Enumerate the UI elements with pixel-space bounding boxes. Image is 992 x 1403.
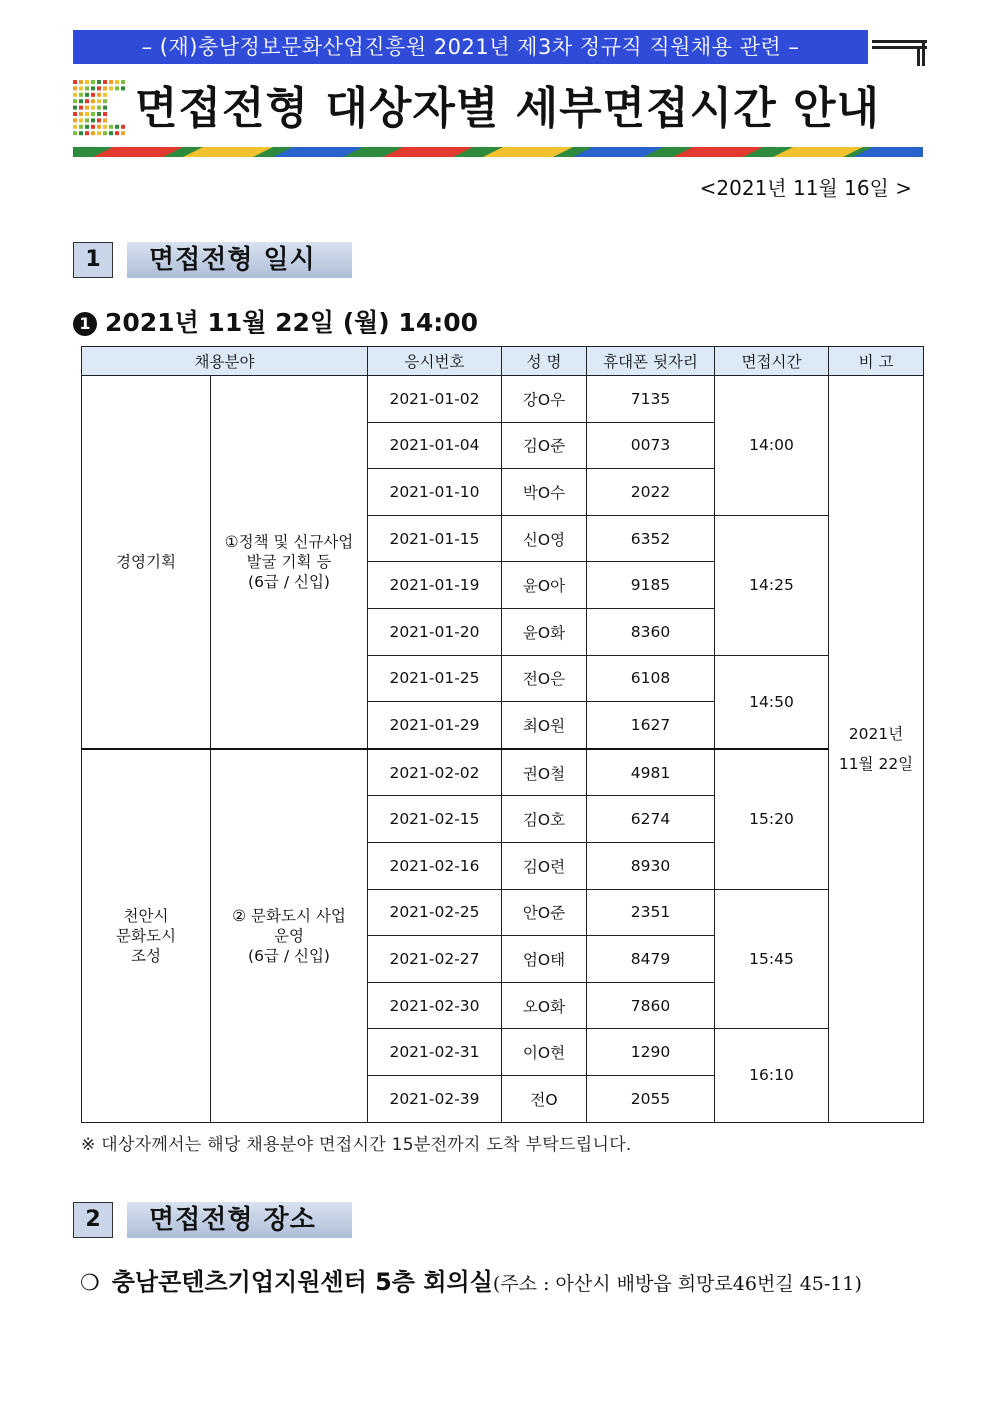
position-line: (6급 / 신입): [248, 946, 330, 965]
section-number: 2: [73, 1202, 113, 1238]
name-cell: 최O원: [502, 702, 587, 749]
remark-line: 2021년: [848, 724, 904, 743]
interview-time-cell: 14:25: [715, 515, 829, 655]
position-line: ② 문화도시 사업: [232, 906, 346, 925]
name-cell: 이O현: [502, 1029, 587, 1076]
position-cell: [211, 376, 368, 749]
phone-cell: 8479: [587, 936, 715, 983]
phone-cell: 2055: [587, 1075, 715, 1122]
col-header-remark: 비 고: [829, 347, 924, 376]
name-cell: 엄O태: [502, 936, 587, 983]
position-line: ①정책 및 신규사업: [224, 532, 354, 551]
numbered-bullet-icon: 1: [73, 312, 97, 336]
applicant-number-cell: 2021-01-29: [368, 702, 502, 749]
applicant-number-cell: 2021-01-04: [368, 422, 502, 469]
name-cell: 박O수: [502, 469, 587, 516]
phone-cell: 0073: [587, 422, 715, 469]
interview-time-cell: 15:20: [715, 749, 829, 889]
interview-time-cell: 14:50: [715, 655, 829, 749]
name-cell: 안O준: [502, 889, 587, 936]
name-cell: 김O준: [502, 422, 587, 469]
title-underline-decoration: [73, 147, 923, 157]
field-line: 조성: [131, 946, 161, 965]
name-cell: 전O: [502, 1075, 587, 1122]
name-cell: 신O영: [502, 515, 587, 562]
name-cell: 윤O화: [502, 608, 587, 655]
interview-datetime-text: 2021년 11월 22일 (월) 14:00: [105, 308, 479, 337]
applicant-number-cell: 2021-01-20: [368, 608, 502, 655]
col-header-name: 성 명: [502, 347, 587, 376]
remark-cell: [829, 376, 924, 1123]
name-cell: 김O호: [502, 796, 587, 843]
phone-cell: 6108: [587, 655, 715, 702]
applicant-number-cell: 2021-01-15: [368, 515, 502, 562]
field-cell: [82, 376, 211, 749]
field-line: 문화도시: [116, 926, 176, 945]
table-row: [82, 749, 924, 796]
applicant-number-cell: 2021-02-25: [368, 889, 502, 936]
title-row: [73, 80, 923, 142]
name-cell: 윤O아: [502, 562, 587, 609]
field-line: 경영기획: [116, 552, 176, 571]
phone-cell: 2022: [587, 469, 715, 516]
col-header-field: 채용분야: [82, 347, 368, 376]
interview-datetime: [73, 303, 478, 339]
interview-location: [80, 1262, 862, 1297]
arrival-note: ※ 대상자께서는 해당 채용분야 면접시간 15분전까지 도착 부탁드립니다.: [81, 1135, 632, 1155]
phone-cell: 7860: [587, 982, 715, 1029]
applicant-number-cell: 2021-02-31: [368, 1029, 502, 1076]
phone-cell: 4981: [587, 749, 715, 796]
position-line: (6급 / 신입): [248, 572, 330, 591]
header-banner: – (재)충남정보문화산업진흥원 2021년 제3차 정규직 직원채용 관련 –: [73, 30, 868, 64]
phone-cell: 1627: [587, 702, 715, 749]
remark-line: 11월 22일: [838, 754, 914, 773]
location-name: 충남콘텐츠기업지원센터 5층 회의실: [111, 1268, 493, 1296]
page-title: 면접전형 대상자별 세부면접시간 안내: [135, 83, 881, 134]
position-line: 운영: [274, 926, 304, 945]
position-line: 발굴 기획 등: [246, 552, 332, 571]
phone-cell: 7135: [587, 376, 715, 423]
applicant-number-cell: 2021-01-10: [368, 469, 502, 516]
phone-cell: 6352: [587, 515, 715, 562]
name-cell: 강O우: [502, 376, 587, 423]
col-header-applicant-number: 응시번호: [368, 347, 502, 376]
applicant-number-cell: 2021-02-15: [368, 796, 502, 843]
section-number: 1: [73, 242, 113, 278]
name-cell: 권O철: [502, 749, 587, 796]
circle-bullet-icon: ❍: [80, 1271, 100, 1296]
applicant-number-cell: 2021-02-27: [368, 936, 502, 983]
name-cell: 김O련: [502, 842, 587, 889]
applicant-number-cell: 2021-02-16: [368, 842, 502, 889]
phone-cell: 2351: [587, 889, 715, 936]
table-header-row: [82, 347, 924, 376]
section-label: 면접전형 장소: [127, 1202, 352, 1238]
phone-cell: 1290: [587, 1029, 715, 1076]
table-row: [82, 376, 924, 423]
position-cell: [211, 749, 368, 1122]
phone-cell: 9185: [587, 562, 715, 609]
name-cell: 오O화: [502, 982, 587, 1029]
phone-cell: 8360: [587, 608, 715, 655]
phone-cell: 8930: [587, 842, 715, 889]
phone-cell: 6274: [587, 796, 715, 843]
applicant-number-cell: 2021-02-30: [368, 982, 502, 1029]
interview-schedule-table: [81, 346, 924, 1123]
banner-corner-decoration: [872, 40, 927, 66]
announcement-date: <2021년 11월 16일 >: [699, 176, 912, 200]
interview-time-cell: 14:00: [715, 376, 829, 516]
section-label: 면접전형 일시: [127, 242, 352, 278]
interview-time-cell: 15:45: [715, 889, 829, 1029]
applicant-number-cell: 2021-01-19: [368, 562, 502, 609]
applicant-number-cell: 2021-02-39: [368, 1075, 502, 1122]
field-line: 천안시: [123, 906, 169, 925]
applicant-number-cell: 2021-02-02: [368, 749, 502, 796]
applicant-number-cell: 2021-01-25: [368, 655, 502, 702]
title-decoration-icon: [73, 80, 127, 138]
col-header-time: 면접시간: [715, 347, 829, 376]
location-address: (주소 : 아산시 배방읍 희망로46번길 45-11): [492, 1273, 862, 1295]
field-cell: [82, 749, 211, 1122]
applicant-number-cell: 2021-01-02: [368, 376, 502, 423]
name-cell: 전O은: [502, 655, 587, 702]
interview-time-cell: 16:10: [715, 1029, 829, 1122]
col-header-phone: 휴대폰 뒷자리: [587, 347, 715, 376]
